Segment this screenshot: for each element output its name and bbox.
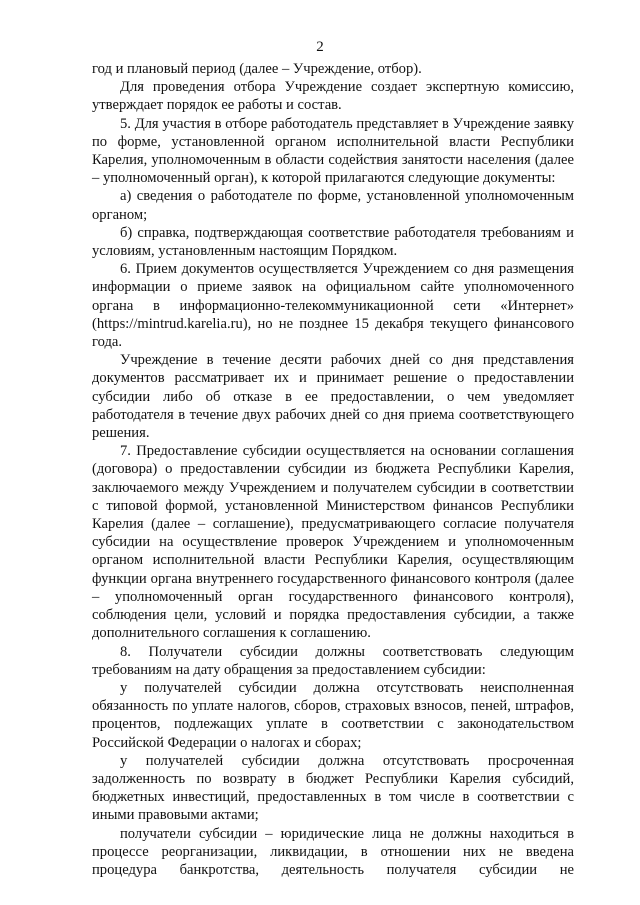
- paragraph-clause-7: 7. Предоставление субсидии осуществляется на основании соглашения (договора) о предоставлении субсидии из бюджета Республики Карелия, заключаемого между Учреждением и получателем субсидии в соответствии с типовой формой, установленной Министерством финансов Республики Карелия (далее – соглашение), предусматривающего согласие получателя субсидии на осуществление проверок Учреждением и уполномоченным органом исполнительной власти Республики Карелия, осуществляющим функции органа внутреннего государственного финансового контроля (далее – уполномоченный орган государственного финансового контроля), соблюдения цели, условий и порядка предоставления субсидии, а также дополнительного соглашения к соглашению.: [92, 443, 574, 642]
- paragraph-requirement-taxes: у получателей субсидии должна отсутствовать неисполненная обязанность по уплате налогов, сборов, страховых взносов, пеней, штрафов, процентов, подлежащих уплате в соответствии с законодательством Российской Федерации о налогах и сборах;: [92, 679, 574, 751]
- paragraph-commission: Для проведения отбора Учреждение создает экспертную комиссию, утверждает порядок ее работы и состав.: [92, 79, 574, 114]
- paragraph-clause-5b: б) справка, подтверждающая соответствие работодателя требованиям и условиям, установленным настоящим Порядком.: [92, 224, 574, 260]
- paragraph-clause-5: 5. Для участия в отборе работодатель представляет в Учреждение заявку по форме, установленной органом исполнительной власти Республики Карелия, уполномоченным в области содействия занятости населения (далее – уполномоченный орган), к которой прилагаются следующие документы:: [92, 115, 574, 187]
- paragraph-review: Учреждение в течение десяти рабочих дней со дня представления документов рассматривает их и принимает решение о предоставлении субсидии либо об отказе в ее предоставлении, о чем уведомляет работодателя в течение двух рабочих дней со дня приема соответствующего решения.: [92, 352, 574, 442]
- page-number: 2: [316, 39, 324, 55]
- paragraph-clause-6: 6. Прием документов осуществляется Учреждением со дня размещения информации о приеме заявок на официальном сайте уполномоченного органа в информационно-телекоммуникационной сети «Интернет» (https://mintrud.karelia.ru), но не позднее 15 декабря текущего финансового года.: [92, 261, 574, 351]
- paragraph-clause-8: 8. Получатели субсидии должны соответствовать следующим требованиям на дату обращения за предоставлением субсидии:: [92, 643, 574, 678]
- paragraph-requirement-reorganization: получатели субсидии – юридические лица не должны находиться в процессе реорганизации, ликвидации, в отношении них не введена процедура банкротства, деятельность получателя субсидии не: [92, 825, 574, 878]
- paragraph-requirement-debt: у получателей субсидии должна отсутствовать просроченная задолженность по возврату в бюджет Республики Карелия субсидий, бюджетных инвестиций, предоставленных в том числе в соответствии с иными правовыми актами;: [92, 752, 574, 824]
- paragraph-continuation: год и плановый период (далее – Учреждение, отбор).: [92, 61, 422, 77]
- paragraph-clause-5a: а) сведения о работодателе по форме, установленной уполномоченным органом;: [92, 188, 574, 223]
- document-body: [92, 60, 574, 879]
